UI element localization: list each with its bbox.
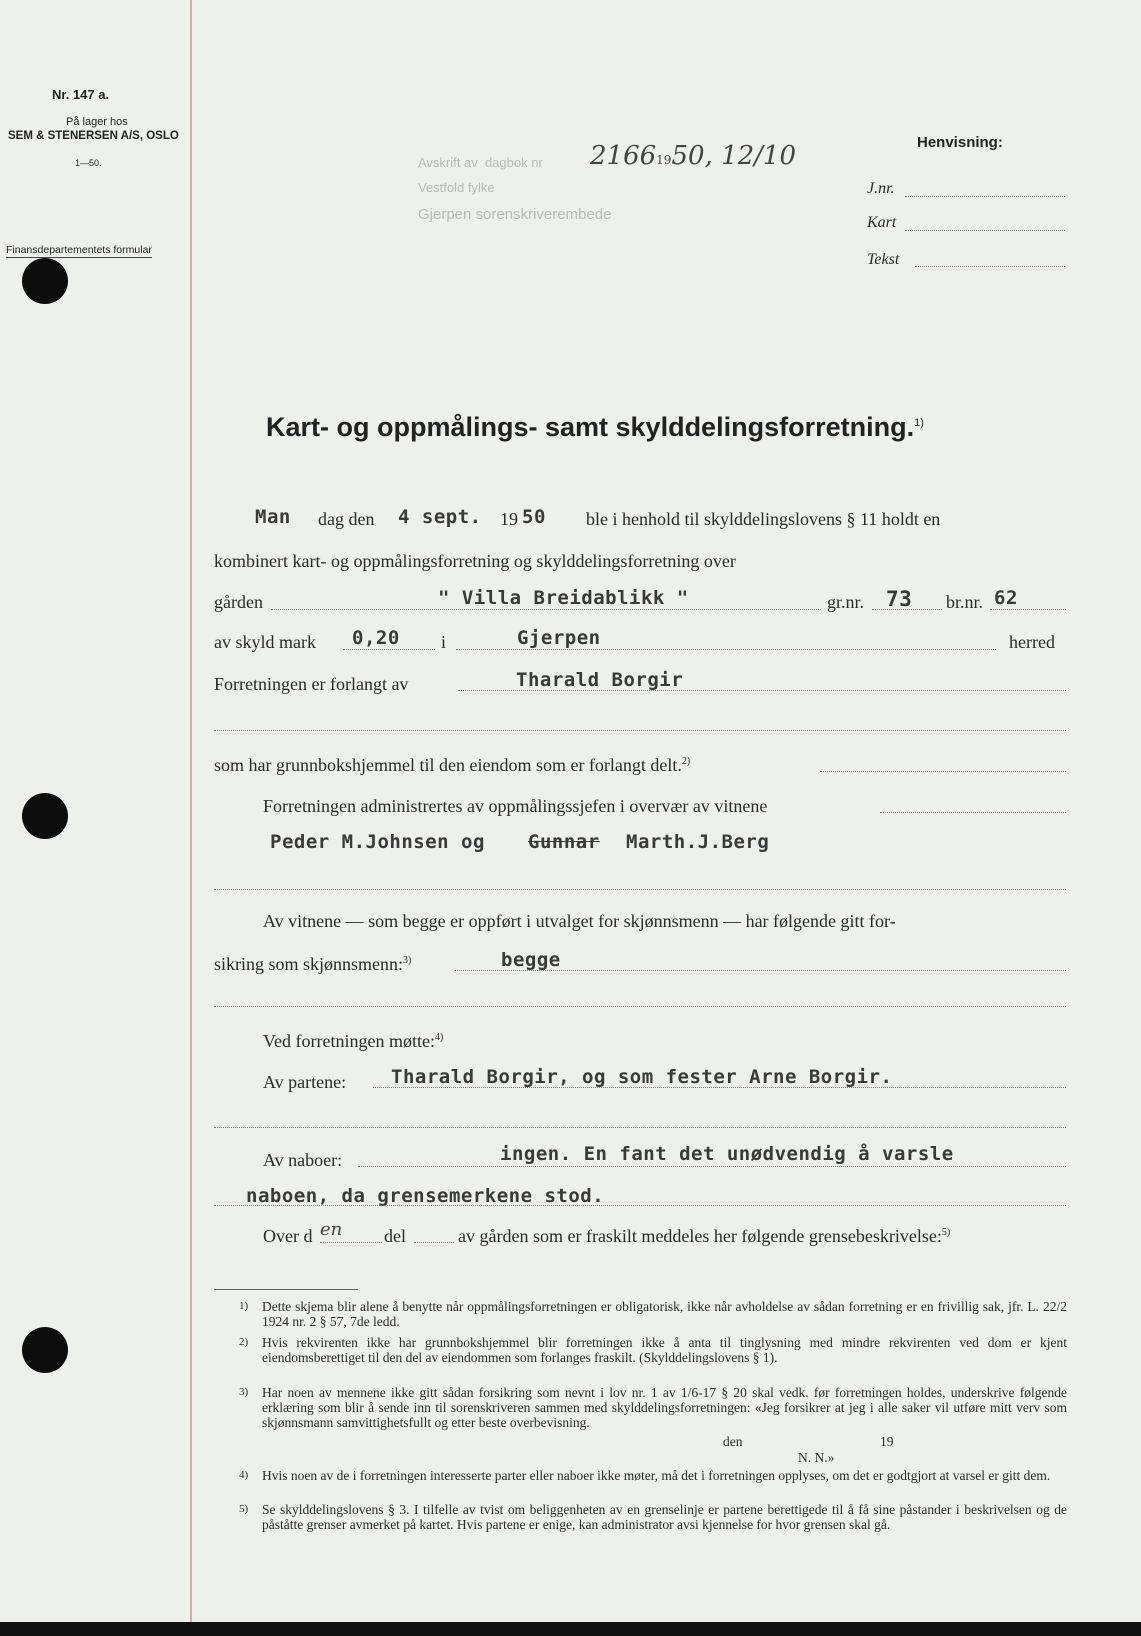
edition: 1—50.	[75, 158, 102, 168]
stamp-line1: Avskrift av dagbok nr	[418, 155, 543, 170]
footnote-3-nn: N. N.»	[798, 1450, 835, 1465]
scan-edge	[0, 1622, 1141, 1636]
requested-label: Forretningen er forlangt av	[214, 674, 409, 694]
footnote-separator	[214, 1289, 358, 1290]
stock-line: På lager hos	[66, 116, 128, 128]
witness-2: Marth.J.Berg	[626, 831, 770, 853]
line1-rest: ble i henhold til skylddelingslovens § 11 holdt en	[586, 509, 941, 529]
garden-label: gården	[214, 592, 263, 612]
footnote-3-year: 19	[880, 1434, 894, 1449]
del-label: del	[384, 1226, 406, 1246]
kart-label: Kart	[867, 214, 897, 231]
grunnbok-line	[820, 771, 1066, 772]
punch-hole	[22, 1327, 68, 1373]
assurance-value: begge	[501, 949, 561, 971]
i-label: i	[441, 632, 447, 652]
requested-by: Tharald Borgir	[516, 669, 684, 691]
witness-1: Peder M.Johnsen og	[270, 831, 485, 853]
footnote-1: 1) Dette skjema blir alene å benytte når oppmålingsforretningen er obligatorisk, ikke når avholdelse av sådan forretning er en frivillig sak, jfr. L. 22/2 1924 nr. 2 § 57, 7de ledd.	[239, 1299, 1067, 1329]
brnr-value: 62	[994, 587, 1018, 609]
neighbours-line1: ingen. En fant det unødvendig å varsle	[500, 1143, 954, 1165]
parties-label: Av partene:	[263, 1072, 347, 1092]
neighbours-line2: naboen, da grensemerkene stod.	[246, 1185, 605, 1207]
parties-value: Tharald Borgir, og som fester Arne Borgir.	[391, 1066, 893, 1088]
year-value: 50	[522, 506, 546, 528]
grnr-value: 73	[886, 587, 913, 611]
assurance-blank-line	[214, 1006, 1066, 1007]
footnote-3: 3) Har noen av mennene ikke gitt sådan forsikring som nevnt i lov nr. 1 av 1/6-17 § 20 skal vedk. før forretningen holdes, underskrive følgende erklæring som blir å sende inn til sorenskriveren sammen med skylddelingsforretningen: «Jeg forsikrer at jeg i alle saker vil utføre mitt verv som skjønnsmann samvittighetsfullt og etter beste overbevisning.	[239, 1385, 1067, 1430]
over-handwritten: en	[320, 1219, 343, 1240]
line2-text: kombinert kart- og oppmålingsforretning og skylddelingsforretning over	[214, 551, 736, 571]
neighbours-line	[358, 1166, 1066, 1167]
stamp-line2: Vestfold fylke	[418, 180, 495, 195]
municipality-value: Gjerpen	[517, 627, 601, 649]
footnote-4: 4) Hvis noen av de i forretningen interesserte parter eller naboer ikke møter, må det i forretningen opplyses, om det er godtgjort at varsel er gitt dem.	[239, 1468, 1051, 1483]
attended-label: Ved forretningen møtte:$^{4)}$	[263, 1031, 444, 1051]
parties-blank-line	[214, 1127, 1066, 1128]
over-label: Over d	[263, 1226, 313, 1246]
footnote-5: 5) Se skylddelingslovens § 3. I tilfelle av tvist om beliggenheten av en grenselinje er partene berettigede til å få sine påstander i beskrivelsen og de påståtte grenser avmerket på kartet. Hvis partene er enige, kan administrator avsi kjennelse for hvor grensen skal gå.	[239, 1502, 1067, 1532]
skyld-label: av skyld mark	[214, 632, 316, 652]
grunnbok-text: som har grunnbokshjemmel til den eiendom som er forlangt delt.$^{2)}$	[214, 755, 691, 775]
stamp-office: Gjerpen sorenskriverembede	[418, 206, 612, 223]
tekst-label: Tekst	[867, 251, 900, 268]
farm-name: " Villa Breidablikk "	[438, 587, 689, 609]
publisher-name: SEM & STENERSEN A/S, OSLO	[8, 130, 179, 142]
punch-hole	[22, 258, 68, 304]
margin-rule	[190, 0, 192, 1636]
witness-line	[214, 889, 1066, 890]
skyld-value: 0,20	[352, 627, 400, 649]
brnr-label: br.nr.	[946, 592, 984, 612]
admin-line	[880, 812, 1066, 813]
assurance-label: sikring som skjønnsmenn:$^{3)}$	[214, 954, 412, 974]
jnr-label: J.nr.	[867, 180, 895, 197]
grnr-label: gr.nr.	[827, 592, 865, 612]
herred-label: herred	[1009, 632, 1055, 652]
assurance-line1: Av vitnene — som begge er oppført i utvalget for skjønnsmenn — har følgende gitt for-	[263, 911, 896, 931]
boundary-text: av gården som er fraskilt meddeles her følgende grensebeskrivelse:$^{5)}$	[458, 1226, 951, 1246]
blank-line	[214, 730, 1066, 731]
jnr-line	[905, 196, 1065, 197]
footnote-2: 2) Hvis rekvirenten ikke har grunnbokshjemmel blir forretningen ikke å anta til tinglysning med mindre rekvirenten ved dom er kjent eiendomsberettiget til den del av eiendommen som forlanges fraskilt. (Skylddelingslovens § 1).	[239, 1335, 1067, 1365]
assurance-line	[455, 970, 1066, 971]
department-form: Finansdepartementets formular	[6, 244, 152, 256]
municipality-line	[456, 649, 996, 650]
admin-text: Forretningen administrertes av oppmålingssjefen i overvær av vitnene	[263, 796, 768, 816]
over-line	[320, 1242, 382, 1243]
date-value: 4 sept.	[398, 506, 482, 528]
neighbours-label: Av naboer:	[263, 1150, 343, 1170]
reference-heading: Henvisning:	[917, 134, 1003, 151]
skyld-line	[343, 649, 435, 650]
journal-number: 21661950, 12/10	[590, 141, 797, 171]
punch-hole	[22, 793, 68, 839]
tekst-line	[915, 266, 1065, 267]
kart-line	[905, 230, 1065, 231]
weekday-value: Man	[255, 506, 291, 528]
witness-struck: Gunnar	[528, 831, 600, 853]
footnote-3-den: den	[723, 1434, 743, 1449]
document-title: Kart- og oppmålings- samt skylddelingsforretning.$^{1)}$	[266, 412, 924, 442]
dag-den-label: dag den	[318, 509, 375, 529]
garden-line	[271, 609, 821, 610]
year-prefix: 19	[500, 509, 518, 529]
form-number: Nr. 147 a.	[52, 87, 110, 102]
del-line	[414, 1242, 454, 1243]
brnr-line	[990, 609, 1066, 610]
neighbours-blank-line	[214, 1205, 1066, 1206]
